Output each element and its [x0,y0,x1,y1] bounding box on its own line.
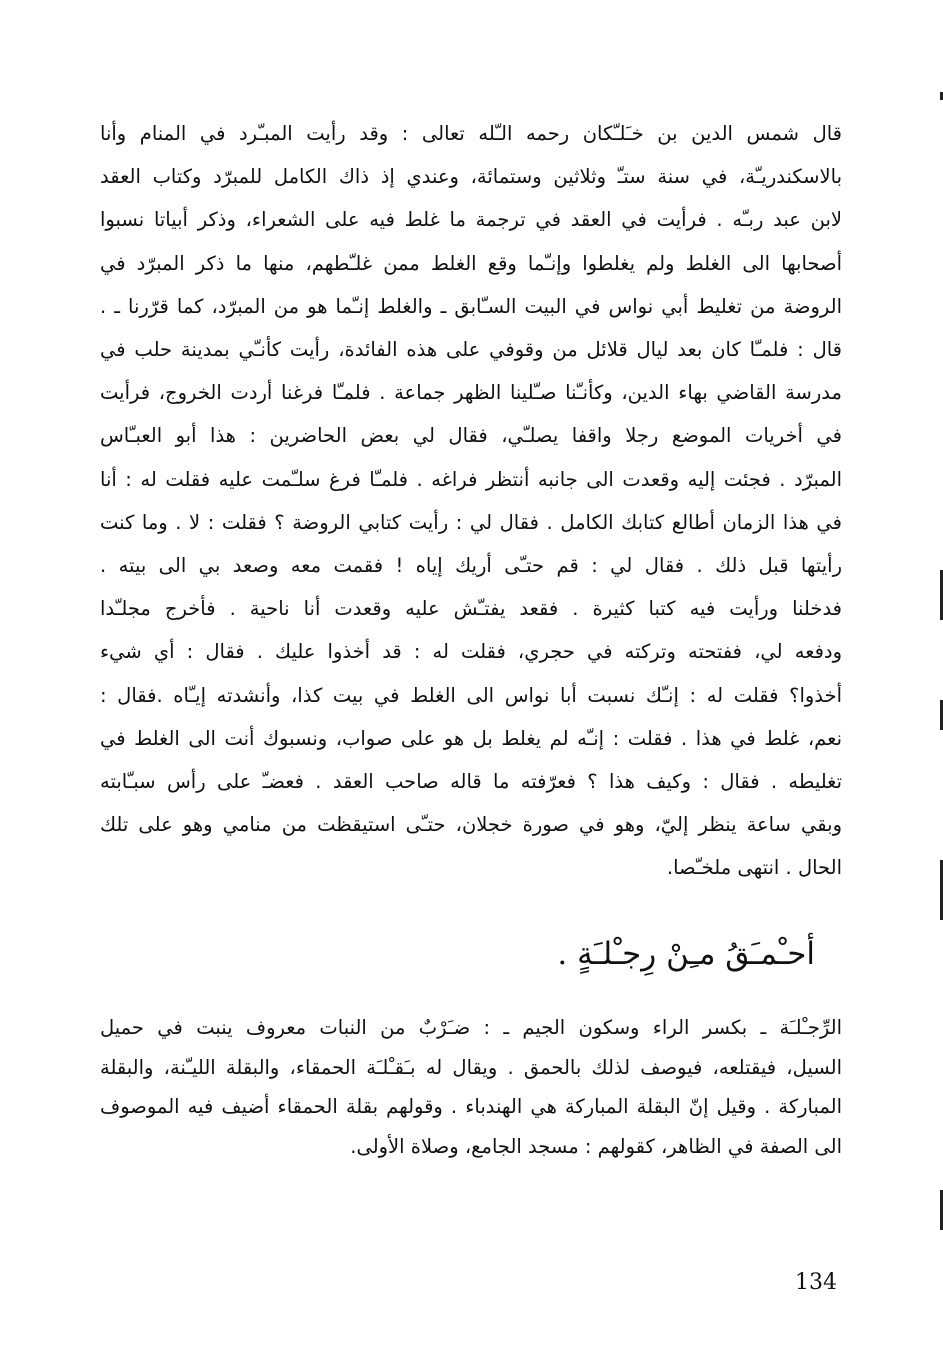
text-line: الرِّجـْلـَة ـ بكسر الراء وسكون الجيم ـ : ضـَرْبٌ من النبات معروف ينبت في حميل [100,1016,842,1039]
text-line: بالاسكندريـّة، في سنة ستـّ وثلاثين وستمائة، وعندي إذ ذاك الكامل للمبرّد وكتاب العقد [100,165,842,189]
text-line: وبقي ساعة ينظر إليّ، وهو في صورة خجلان، حتـّى استيقظت من منامي وهو على تلك [100,813,842,837]
text-line: الى الصفة في الظاهر، كقولهم : مسجد الجامع، وصلاة الأولى. [350,1134,842,1158]
text-line: أصحابها الى الغلط ولم يغلطوا وإنـّما وقع الغلط ممن غلـّطهم، منها ما ذكر المبرّد في [100,251,842,275]
text-line: رأيتها قبل ذلك . فقال لي : قم حتـّى أريك إياه ! فقمت معه وصعد بي الى بيته . [100,554,842,578]
text-line: المباركة . وقيل إنّ البقلة المباركة هي الهندباء . وقولهم بقلة الحمقاء أضيف فيه الموصوف [100,1095,842,1118]
text-line: نعم، غلط في هذا . فقلت : إنـّه لم يغلط بل هو على صواب، ونسبوك أنت الى الغلط في [100,726,842,750]
text-line: السيل، فيقتلعه، فيوصف لذلك بالحمق . ويقال له بـَقـْلـَة الحمقاء، والبقلة الليـّنة، والبقلة [100,1055,842,1079]
page-number: 134 [795,1270,837,1295]
section-heading: أحـْمـَقُ مـِنْ رِجـْلـَةٍ . [557,936,815,972]
text-line: في هذا الزمان أطالع كتابك الكامل . فقال لي : رأيت كتابي الروضة ؟ فقلت : لا . وما كنت [100,510,842,534]
text-line: الروضة من تغليط أبي نواس في البيت السـّابق ـ والغلط إنـّما هو من المبرّد، كما قرّرنا ـ . [100,294,842,318]
text-line: الحال . انتهى ملخـّصا. [666,856,842,880]
text-line: في أخريات الموضع رجلا واقفا يصلـّي، فقال لي بعض الحاضرين : هذا أبو العبـّاس [100,424,842,448]
text-line: فدخلنا ورأيت فيه كتبا كثيرة . فقعد يفتـّش عليه وقعدت أنا ناحية . فأخرج مجلـّدا [100,597,842,621]
text-line: ودفعه لي، ففتحته وتركته في حجري، فقلت له : قد أخذوا عليك . فقال : أي شيء [100,640,842,664]
text-line: قال شمس الدين بن خـَلـّكان رحمه الـّله تعالى : وقد رأيت المبـّرد في المنام وأنا [100,122,842,145]
text-line: تغليطه . فقال : وكيف هذا ؟ فعرّفته ما قاله صاحب العقد . فعضـّ على رأس سبـّابته [100,770,842,794]
text-line: مدرسة القاضي بهاء الدين، وكأنـّنا صـّلينا الظهر جماعة . فلمـّا فرغنا أردت الخروج، فرأيت [100,381,842,405]
main-paragraph [100,112,842,890]
text-line: أخذوا؟ فقلت له : إنـّك نسبت أبا نواس الى الغلط في بيت كذا، وأنشدته إيـّاه .فقال : [100,683,842,707]
text-line: قال : فلمـّا كان بعد ليال قلائل من وقوفي على هذه الفائدة، رأيت كأنـّي بمدينة حلب في [100,338,842,362]
text-line: المبرّد . فجئت إليه وقعدت الى جانبه أنتظر فراغه . فلمـّا فرغ سلـّمت عليه فقلت له : أنا [100,467,842,491]
text-line: لابن عبد ربـّه . فرأيت في العقد في ترجمة ما غلط فيه على الشعراء، وذكر أبياتا نسبوا [100,208,842,232]
second-paragraph [100,1008,842,1166]
